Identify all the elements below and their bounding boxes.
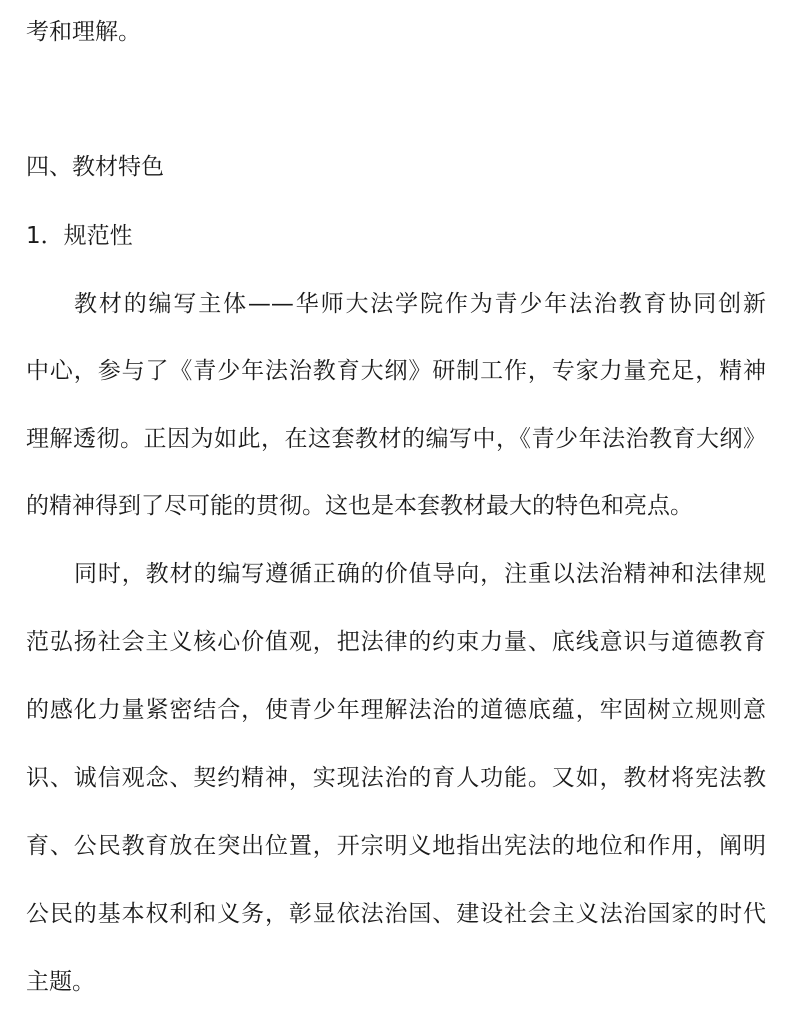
subheading: 1．规范性: [26, 223, 133, 249]
paragraph-2-line-1: 同时，教材的编写遵循正确的价值导向，注重以法治精神和法律规: [74, 561, 766, 587]
paragraph-2-line-2: 范弘扬社会主义核心价值观，把法律的约束力量、底线意识与道德教育: [26, 629, 766, 655]
section-heading: 四、教材特色: [26, 154, 164, 180]
paragraph-2-line-7: 主题。: [26, 969, 95, 995]
paragraph-2-line-3: 的感化力量紧密结合，使青少年理解法治的道德底蕴，牢固树立规则意: [26, 697, 766, 723]
paragraph-1-line-3: 理解透彻。正因为如此，在这套教材的编写中，《青少年法治教育大纲》: [26, 426, 766, 452]
paragraph-2-line-5: 育、公民教育放在突出位置，开宗明义地指出宪法的地位和作用，阐明: [26, 833, 766, 859]
paragraph-2-line-4: 识、诚信观念、契约精神，实现法治的育人功能。又如，教材将宪法教: [26, 765, 766, 791]
paragraph-1-line-1: 教材的编写主体——华师大法学院作为青少年法治教育协同创新: [74, 291, 766, 317]
paragraph-1-line-4: 的精神得到了尽可能的贯彻。这也是本套教材最大的特色和亮点。: [26, 493, 693, 519]
paragraph-2-line-6: 公民的基本权利和义务，彰显依法治国、建设社会主义法治国家的时代: [26, 901, 766, 927]
paragraph-1-line-2: 中心，参与了《青少年法治教育大纲》研制工作，专家力量充足，精神: [26, 358, 766, 384]
continuation-text: 考和理解。: [26, 19, 141, 45]
